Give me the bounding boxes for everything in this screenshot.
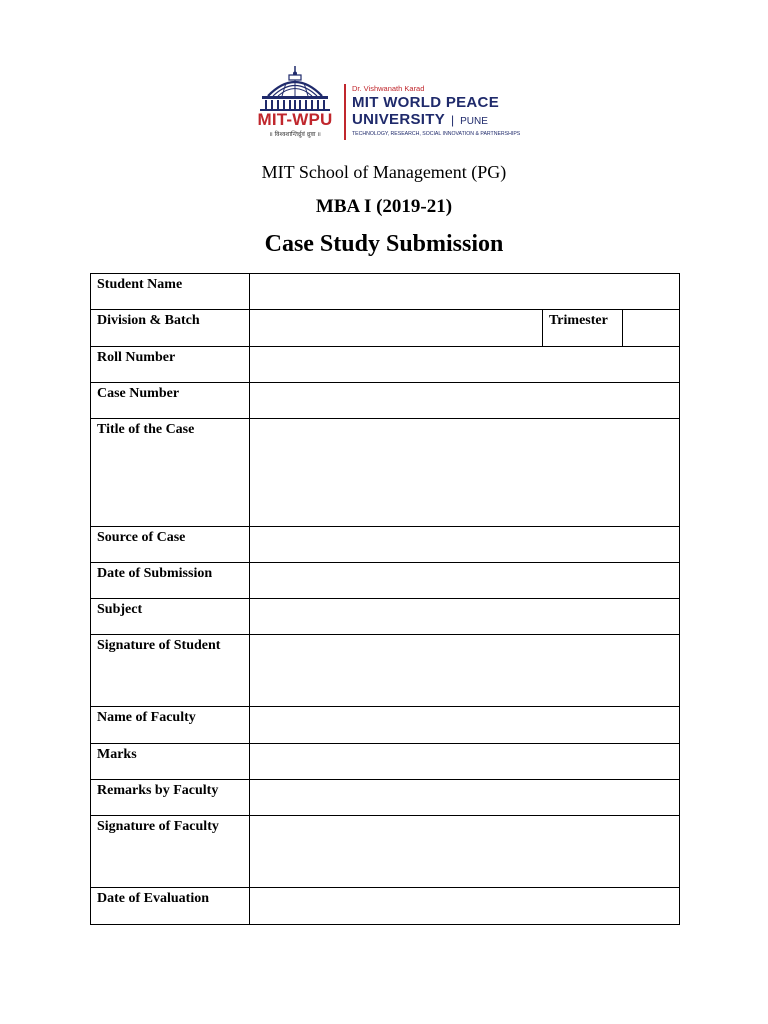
logo-divider [344, 84, 346, 140]
document-title: Case Study Submission [264, 231, 504, 257]
row-roll-number [91, 347, 680, 383]
label-roll-number: Roll Number [91, 347, 250, 383]
field-title-of-case[interactable] [250, 419, 680, 527]
logo-wordmark [352, 84, 527, 138]
label-subject: Subject [91, 599, 250, 635]
logo-name-line1: MIT WORLD PEACE [352, 94, 499, 111]
field-date-of-submission[interactable] [250, 563, 680, 599]
field-remarks-by-faculty[interactable] [250, 780, 680, 816]
field-roll-number[interactable] [250, 347, 680, 383]
label-signature-of-student: Signature of Student [91, 635, 250, 707]
label-remarks-by-faculty: Remarks by Faculty [91, 780, 250, 816]
label-marks: Marks [91, 744, 250, 780]
label-case-number: Case Number [91, 383, 250, 419]
row-source-of-case [91, 527, 680, 563]
logo-name-line2: UNIVERSITY [352, 111, 446, 128]
logo-tagline: ॥ विश्वशान्तिर्ध्रुवं ध्रुवा ॥ [269, 131, 321, 138]
label-signature-of-faculty: Signature of Faculty [91, 816, 250, 888]
label-division-batch: Division & Batch [91, 310, 250, 347]
row-signature-of-faculty [91, 816, 680, 888]
row-date-of-evaluation [91, 888, 680, 925]
submission-form [90, 273, 680, 925]
row-student-name [91, 274, 680, 310]
label-date-of-evaluation: Date of Evaluation [91, 888, 250, 925]
field-student-name[interactable] [250, 274, 680, 310]
field-source-of-case[interactable] [250, 527, 680, 563]
logo-separator: | [451, 113, 455, 127]
program-name: MBA I (2019-21) [315, 196, 453, 217]
label-date-of-submission: Date of Submission [91, 563, 250, 599]
row-date-of-submission [91, 563, 680, 599]
logo-motto: TECHNOLOGY, RESEARCH, SOCIAL INNOVATION & PARTNERSHIPS [352, 131, 521, 137]
field-marks[interactable] [250, 744, 680, 780]
field-subject[interactable] [250, 599, 680, 635]
row-signature-of-student [91, 635, 680, 707]
label-student-name: Student Name [91, 274, 250, 310]
row-marks [91, 744, 680, 780]
row-division-batch [91, 310, 680, 347]
logo-abbreviation: MIT-WPU [257, 110, 333, 129]
row-subject [91, 599, 680, 635]
university-logo [252, 62, 524, 144]
label-title-of-case: Title of the Case [91, 419, 250, 527]
label-trimester: Trimester [543, 310, 623, 347]
field-case-number[interactable] [250, 383, 680, 419]
field-signature-of-student[interactable] [250, 635, 680, 707]
school-name: MIT School of Management (PG) [261, 162, 507, 182]
label-name-of-faculty: Name of Faculty [91, 707, 250, 744]
field-signature-of-faculty[interactable] [250, 816, 680, 888]
row-remarks-by-faculty [91, 780, 680, 816]
logo-emblem [252, 62, 338, 144]
logo-city: PUNE [460, 116, 488, 127]
field-trimester[interactable] [623, 310, 680, 347]
field-division-batch[interactable] [250, 310, 543, 347]
label-source-of-case: Source of Case [91, 527, 250, 563]
logo-name-line2-row [352, 111, 527, 130]
field-name-of-faculty[interactable] [250, 707, 680, 744]
dome-icon [258, 66, 332, 112]
logo-founder: Dr. Vishwanath Karad [352, 84, 425, 93]
field-date-of-evaluation[interactable] [250, 888, 680, 925]
row-title-of-case [91, 419, 680, 527]
row-name-of-faculty [91, 707, 680, 744]
row-case-number [91, 383, 680, 419]
